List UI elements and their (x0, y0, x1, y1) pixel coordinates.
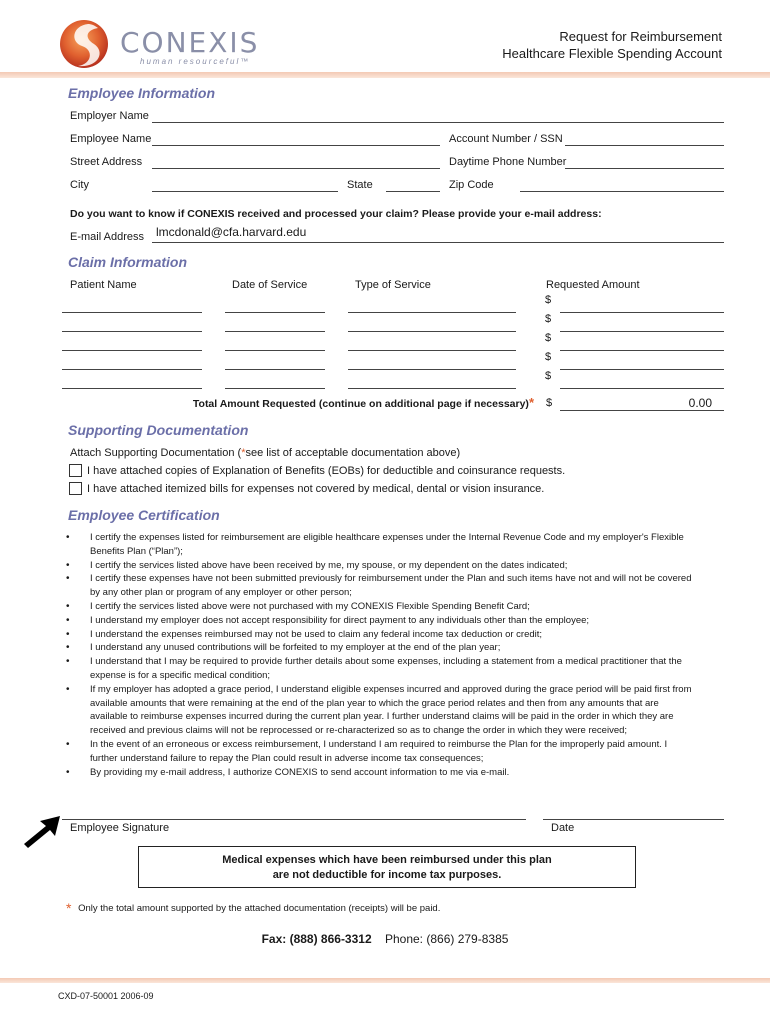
patient-name-field[interactable] (62, 331, 202, 332)
fax-number: Fax: (888) 866-3312 (261, 932, 372, 946)
certification-item: • I certify the services listed above were not purchased with my CONEXIS Flexible Spending Benefit Card; (66, 600, 696, 614)
certification-item: • I understand my employer does not accept responsibility for direct payment to any individuals other than the employee; (66, 614, 696, 628)
footnote-text: Only the total amount supported by the attached documentation (receipts) will be paid. (78, 903, 441, 914)
attach-asterisk: * (241, 447, 246, 459)
currency-sign: $ (545, 370, 552, 382)
form-code: CXD-07-50001 2006-09 (58, 991, 154, 1001)
footer-rule (0, 978, 770, 983)
certification-item: • I understand the expenses reimbursed may not be used to claim any federal income tax deduction or credit; (66, 628, 696, 642)
requested-amount-field[interactable] (560, 312, 724, 313)
currency-sign: $ (545, 313, 552, 325)
currency-sign: $ (545, 294, 552, 306)
date-field[interactable] (543, 819, 724, 820)
total-amount-label (193, 395, 534, 410)
arrow-icon (22, 812, 62, 852)
type-of-service-field[interactable] (348, 331, 516, 332)
daytime-phone-field[interactable] (565, 168, 724, 169)
footnote (66, 900, 440, 916)
itemized-bills-checkbox-label: I have attached itemized bills for expenses not covered by medical, dental or vision insurance. (87, 483, 545, 495)
itemized-bills-checkbox[interactable] (69, 482, 82, 495)
claim-information-heading: Claim Information (68, 254, 188, 270)
total-amount-value[interactable]: 0.00 (688, 396, 712, 410)
footnote-asterisk: * (66, 900, 72, 916)
date-label: Date (551, 822, 575, 834)
certification-item: • I understand any unused contributions will be forfeited to my employer at the end of the plan year; (66, 641, 696, 655)
employer-name-label: Employer Name (70, 110, 149, 122)
certification-item: • I certify the services listed above have been received by me, my spouse, or my dependent on the dates indicated; (66, 559, 696, 573)
employee-signature-field[interactable] (62, 819, 526, 820)
employee-information-heading: Employee Information (68, 85, 216, 101)
certification-item: • I certify the expenses listed for reimbursement are eligible healthcare expenses under the Internal Revenue Code and my employer's Flexible Benefits Plan (“Plan”); (66, 531, 696, 559)
form-title (502, 28, 722, 62)
certification-item: • In the event of an erroneous or excess reimbursement, I understand I am required to reimburse the Plan for the improperly paid amount. I further understand failure to repay the Plan could result in adverse income tax consequences; (66, 738, 696, 766)
attach-instructions (70, 447, 460, 459)
conexis-swirl-icon (58, 16, 114, 72)
requested-amount-field[interactable] (560, 350, 724, 351)
state-field[interactable] (386, 191, 440, 192)
phone-number: Phone: (866) 279-8385 (384, 932, 509, 946)
form-title-line1: Request for Reimbursement (559, 29, 722, 44)
patient-name-field[interactable] (62, 369, 202, 370)
employer-name-field[interactable] (152, 122, 724, 123)
total-amount-asterisk: * (528, 395, 534, 410)
type-of-service-field[interactable] (348, 388, 516, 389)
employee-certification-heading: Employee Certification (68, 507, 220, 523)
type-of-service-field[interactable] (348, 312, 516, 313)
zip-code-label: Zip Code (449, 179, 494, 191)
logo-wordmark: CONEXIS (120, 26, 260, 59)
certification-item: • By providing my e-mail address, I authorize CONEXIS to send account information to me via e-mail. (66, 766, 696, 780)
certification-list (66, 531, 696, 779)
state-label: State (347, 179, 373, 191)
eob-checkbox-label: I have attached copies of Explanation of Benefits (EOBs) for deductible and coinsurance requests. (87, 465, 566, 477)
total-amount-text: Total Amount Requested (continue on additional page if necessary) (192, 398, 529, 410)
attach-text-post: see list of acceptable documentation above) (245, 447, 461, 459)
currency-sign: $ (545, 351, 552, 363)
date-of-service-header: Date of Service (232, 279, 308, 291)
requested-amount-field[interactable] (560, 388, 724, 389)
city-label: City (70, 179, 89, 191)
date-of-service-field[interactable] (225, 388, 325, 389)
type-of-service-field[interactable] (348, 350, 516, 351)
email-field[interactable] (152, 242, 724, 243)
tax-notice-line1: Medical expenses which have been reimbursed under this plan (222, 854, 552, 866)
date-of-service-field[interactable] (225, 369, 325, 370)
date-of-service-field[interactable] (225, 350, 325, 351)
patient-name-field[interactable] (62, 388, 202, 389)
supporting-documentation-heading: Supporting Documentation (68, 422, 249, 438)
eob-checkbox[interactable] (69, 464, 82, 477)
attach-text-pre: Attach Supporting Documentation ( (70, 447, 242, 459)
patient-name-header: Patient Name (70, 279, 137, 291)
header-rule (0, 72, 770, 78)
contact-info (0, 932, 770, 946)
type-of-service-field[interactable] (348, 369, 516, 370)
type-of-service-header: Type of Service (355, 279, 431, 291)
zip-code-field[interactable] (520, 191, 724, 192)
requested-amount-field[interactable] (560, 331, 724, 332)
patient-name-field[interactable] (62, 312, 202, 313)
certification-item: • I certify these expenses have not been submitted previously for reimbursement under the Plan and such items have not and will not be covered by any other plan or program of any employer or other person; (66, 572, 696, 600)
form-title-line2: Healthcare Flexible Spending Account (502, 46, 722, 61)
employee-signature-label: Employee Signature (70, 822, 170, 834)
requested-amount-header: Requested Amount (546, 279, 640, 291)
certification-item: • If my employer has adopted a grace period, I understand eligible expenses incurred and approved during the grace period will be paid first from available amounts that were remaining at the end of the plan year to which the grace period relates and then from any amounts that are available to reimburse expenses incurred during the current plan year. I further understand claims will be paid in the order in which they are received and previous claims will not be reprocessed or re-characterized so as to change the order in which they were received; (66, 683, 696, 738)
street-address-label: Street Address (70, 156, 143, 168)
employee-name-label: Employee Name (70, 133, 152, 145)
total-currency-sign: $ (546, 397, 553, 409)
patient-name-field[interactable] (62, 350, 202, 351)
date-of-service-field[interactable] (225, 331, 325, 332)
total-amount-field[interactable] (560, 410, 724, 411)
tax-notice-line2: are not deductible for income tax purposes. (272, 869, 502, 881)
employee-name-field[interactable] (152, 145, 440, 146)
daytime-phone-label: Daytime Phone Number (449, 156, 567, 168)
email-label: E-mail Address (70, 231, 144, 243)
logo-tagline: human resourceful™ (140, 57, 251, 66)
date-of-service-field[interactable] (225, 312, 325, 313)
city-field[interactable] (152, 191, 338, 192)
email-field-value[interactable]: lmcdonald@cfa.harvard.edu (156, 225, 307, 239)
account-number-field[interactable] (565, 145, 724, 146)
tax-notice-box (138, 846, 636, 888)
account-number-label: Account Number / SSN (449, 133, 563, 145)
certification-item: • I understand that I may be required to provide further details about some expenses, including a statement from a medical practitioner that the expense is for a specific medical condition; (66, 655, 696, 683)
currency-sign: $ (545, 332, 552, 344)
street-address-field[interactable] (152, 168, 440, 169)
email-prompt: Do you want to know if CONEXIS received and processed your claim? Please provide your e-mail address: (70, 208, 602, 220)
conexis-logo (58, 16, 278, 72)
requested-amount-field[interactable] (560, 369, 724, 370)
